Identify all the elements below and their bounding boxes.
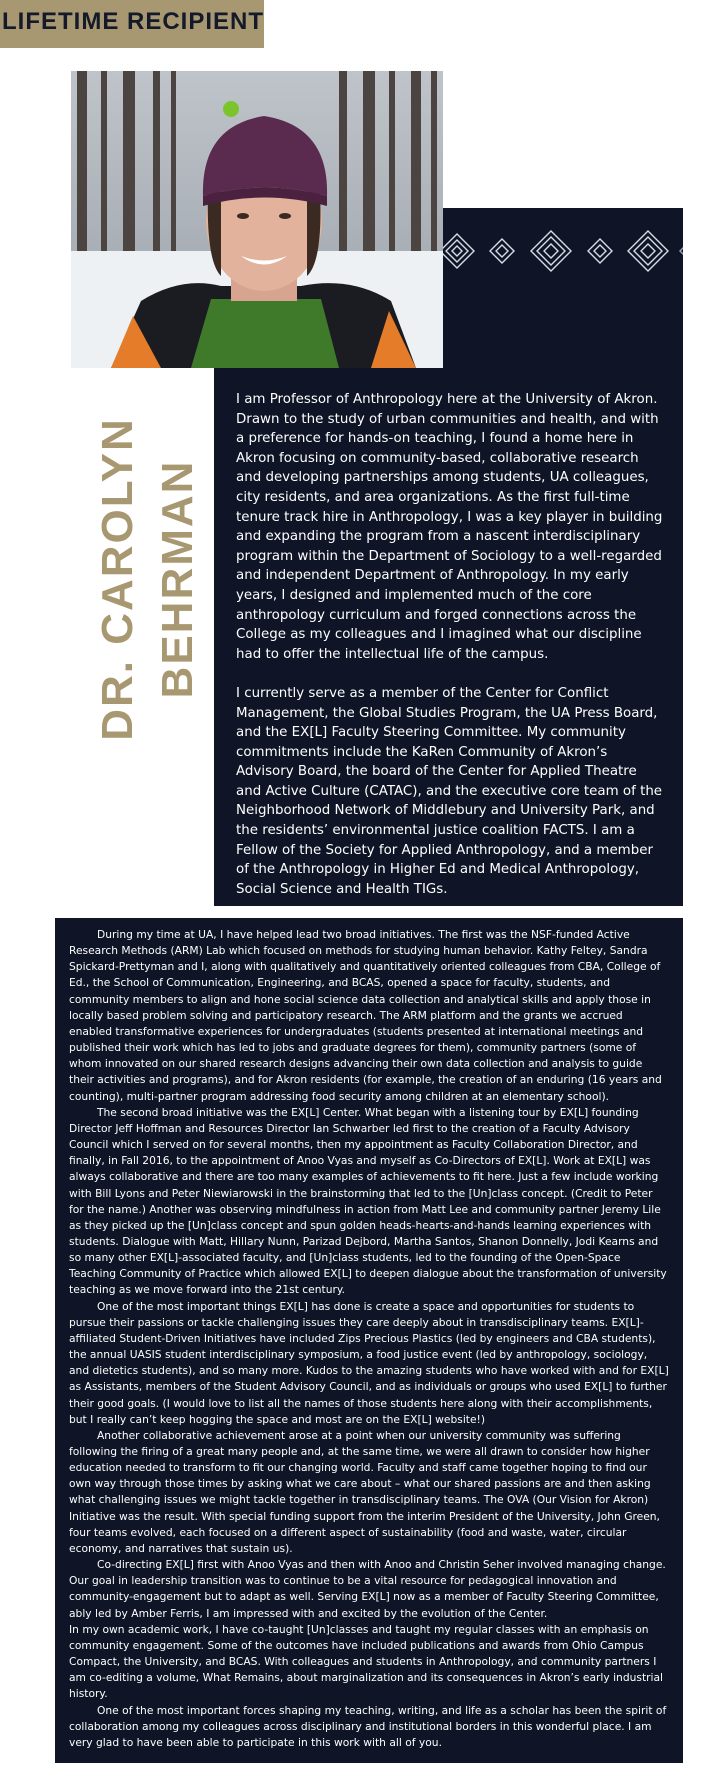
portrait-photo <box>71 71 443 368</box>
bio-paragraph: I am Professor of Anthropology here at the University of Akron. Drawn to the study of urban communities and health, and with a preference for hands-on teaching, I found a home here in Akron focusing on community-based, collaborative research and developing partnerships among students, UA colleagues, city residents, and area organizations. As the first full-time tenure track hire in Anthropology, I was a key player in building and expanding the program from a nascent interdisciplinary program within the Department of Sociology to a well-regarded and independent Department of Anthropology. In my early years, I designed and implemented much of the core anthropology curriculum and forged connections across the College as my colleagues and I imagined what our discipline had to offer the intellectual life of the campus. <box>236 392 663 662</box>
lifetime-recipient-banner: LIFETIME RECIPIENT <box>0 0 264 48</box>
story-paragraph: The second broad initiative was the EX[L] Center. What began with a listening tour by EX[L] founding Director Jeff Hoffman and Resources Director Ian Schwarber led first to the creation of a Faculty Advisory Council which I served on for several months, then my appointment as Faculty Collaboration Director, and finally, in Fall 2016, to the appointment of Anoo Vyas and myself as Co-Directors of EX[L]. Work at EX[L] was always collaborative and there are too many examples of achievements to fit here. Just a few include working with Bill Lyons and Peter Niewiarowski in the brainstorming that led to the [Un]class concept. (Credit to Peter for the name.) Another was observing mindfulness in action from Matt Lee and community partner Jeremy Lile as they picked up the [Un]class concept and spun golden heads-hearts-and-hands learning experiences with students. Dialogue with Matt, Hillary Nunn, Parizad Dejbord, Martha Santos, Shanon Donnelly, Jodi Kearns and so many other EX[L]-associated faculty, and [Un]class students, led to the founding of the Open-Space Teaching Community of Practice which allowed EX[L] to deepen dialogue about the transformation of university teaching as we move forward into the 21st century. <box>69 1105 667 1297</box>
name-line-1: DR. CAROLYN <box>93 417 142 741</box>
bio-paragraph: I currently serve as a member of the Center for Conflict Management, the Global Studies Program, the UA Press Board, and the EX[L] Faculty Steering Committee. My community commitments include the KaRen Community of Akron’s Advisory Board, the board of the Center for Applied Theatre and Active Culture (CATAC), and the executive core team of the Neighborhood Network of Middlebury and University Park, and the residents’ environmental justice coalition FACTS. I am a Fellow of the Society for Applied Anthropology, and a member of the Anthropology in Higher Ed and Medical Anthropology, Social Science and Health TIGs. <box>236 685 663 897</box>
story-paragraph: In my own academic work, I have co-taught [Un]classes and taught my regular classes with an emphasis on community engagement. Some of the outcomes have included publications and awards from Ohio Campus Compact, the University, and BCAS. With colleagues and students in Anthropology, and community partners I am co-editing a volume, What Remains, about marginalization and its consequences in Akron’s early industrial history. <box>69 1622 664 1701</box>
story-paragraph: One of the most important things EX[L] has done is create a space and opportunities for students to pursue their passions or tackle challenging issues they care deeply about in transdisciplinary teams. EX[L]-affiliated Student-Driven Initiatives have included Zips Precious Plastics (led by engineers and CBA students), the annual UASIS student interdisciplinary symposium, a food justice event (led by anthropology, sociology, and dietetics students), and so many more. Kudos to the amazing students who have worked with and for EX[L] as Assistants, members of the Student Advisory Council, and as individuals or groups who used EX[L] to further their good goals. (I would love to list all the names of those students here along with their accomplishments, but I really can’t keep hogging the space and most are on the EX[L] website!) <box>69 1299 669 1426</box>
diamond-pattern-icon <box>443 221 683 281</box>
story-paragraph: Another collaborative achievement arose at a point when our university community was suffering following the firing of a great many people and, at the same time, we were all drawn to consider how higher education needed to transform to fit our changing world. Faculty and staff came together hoping to find our own way through those times by asking what we care about – what our shared passions are and then asking what challenging issues we might tackle together in transdisciplinary teams. The OVA (Our Vision for Akron) Initiative was the result. With special funding support from the interim President of the University, John Green, four teams evolved, each focused on a different aspect of sustainability (food and waste, water, circular economy, and narratives that sustain us). <box>69 1428 660 1555</box>
recipient-name <box>88 368 208 790</box>
decorative-navy-panel <box>443 208 683 368</box>
bio-section <box>214 368 683 906</box>
name-line-2: BEHRMAN <box>153 459 202 699</box>
story-paragraph: Co-directing EX[L] first with Anoo Vyas and then with Anoo and Christin Seher involved managing change. Our goal in leadership transition was to continue to be a vital resource for pedagogical innovation and community-engagement but to adapt as well. Serving EX[L] now as a member of Faculty Steering Committee, ably led by Amber Ferris, I am impressed with and excited by the evolution of the Center. <box>69 1558 666 1620</box>
story-paragraph: One of the most important forces shaping my teaching, writing, and life as a scholar has been the spirit of collaboration among my colleagues across disciplinary and institutional borders in this wonderful place. I am very glad to have been able to participate in this work with all of you. <box>69 1703 667 1749</box>
story-section <box>55 918 683 1763</box>
story-paragraph: During my time at UA, I have helped lead two broad initiatives. The first was the NSF-funded Active Research Methods (ARM) Lab which focused on methods for studying human behavior. Kathy Feltey, Sandra Spickard-Prettyman and I, along with qualitatively and quantitatively oriented colleagues from CBA, College of Ed., the School of Communication, Engineering, and BCAS, opened a space for faculty, students, and community members to align and hone social science data collection and analytical skills and apply those in locally based problem solving and participatory research. The ARM platform and the grants we accrued enabled transformative experiences for undergraduates (students presented at international meetings and published their work which has led to jobs and graduate degrees for them), community partners (some of whom innovated on our shared research designs advancing their own data collection and analysis to guide their activities and programs), and for Akron residents (for example, the creation of an enduring (16 years and counting), multi-partner program addressing food security among children at an elementary school). <box>69 928 662 1103</box>
